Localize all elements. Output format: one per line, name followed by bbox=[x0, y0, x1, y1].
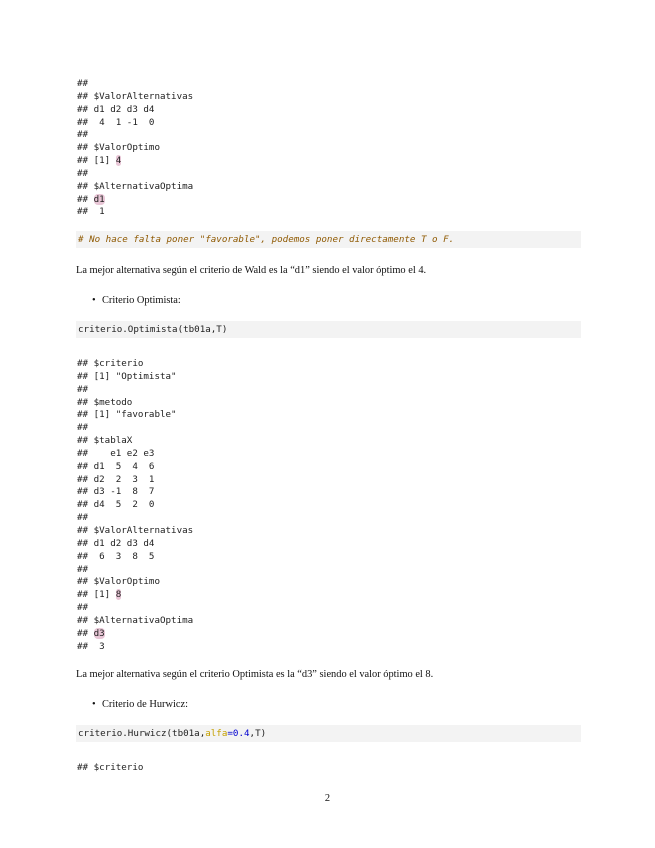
output-line: ## bbox=[77, 602, 89, 614]
code-comment-line: # No hace falta poner "favorable", podemos poner directamente T o F. bbox=[76, 231, 581, 248]
output-line: ## bbox=[77, 383, 89, 395]
output-line: ## [1] "Optimista" bbox=[77, 370, 177, 382]
code-text: criterio.Hurwicz(tb01a, bbox=[78, 728, 206, 739]
output-line: ## bbox=[77, 129, 89, 141]
output-line bbox=[77, 194, 105, 205]
r-output-block bbox=[77, 762, 582, 775]
output-line bbox=[77, 589, 121, 600]
output-prefix: ## bbox=[77, 193, 94, 205]
output-line: ## $ValorAlternativas bbox=[77, 90, 194, 102]
output-line: ## $ValorOptimo bbox=[77, 576, 160, 588]
highlighted-value: d1 bbox=[93, 193, 105, 205]
output-line: ## $ValorOptimo bbox=[77, 142, 160, 154]
r-output-block bbox=[77, 78, 582, 219]
r-output-block bbox=[77, 358, 582, 653]
output-line bbox=[77, 155, 121, 166]
output-line: ## bbox=[77, 512, 89, 524]
highlighted-value: 8 bbox=[115, 589, 122, 601]
code-text: ,T) bbox=[249, 728, 267, 739]
bullet-icon: • bbox=[92, 699, 96, 710]
output-line: ## d1 d2 d3 d4 bbox=[77, 103, 155, 115]
paragraph: La mejor alternativa según el criterio Optimista es la “d3” siendo el valor óptimo el 8. bbox=[76, 669, 434, 680]
output-line: ## bbox=[77, 78, 89, 89]
output-line: ## bbox=[77, 167, 89, 179]
page-number: 2 bbox=[324, 793, 331, 804]
output-line: ## d4 5 2 0 bbox=[77, 499, 155, 511]
output-line: ## $tablaX bbox=[77, 435, 133, 447]
output-prefix: ## [1] bbox=[77, 155, 116, 167]
highlighted-value: d3 bbox=[93, 627, 105, 639]
output-line: ## 3 bbox=[77, 640, 105, 652]
list-item-label: Criterio Optimista: bbox=[102, 295, 181, 306]
output-line bbox=[77, 628, 105, 639]
output-line: ## $AlternativaOptima bbox=[77, 614, 194, 626]
code-chunk bbox=[76, 725, 581, 742]
paragraph: La mejor alternativa según el criterio de Wald es la “d1” siendo el valor óptimo el 4. bbox=[76, 265, 427, 276]
output-line: ## $AlternativaOptima bbox=[77, 180, 194, 192]
output-prefix: ## [1] bbox=[77, 589, 116, 601]
code-operator: = bbox=[227, 728, 233, 739]
highlighted-value: 4 bbox=[115, 155, 122, 167]
bullet-icon: • bbox=[92, 295, 96, 306]
output-line: ## $ValorAlternativas bbox=[77, 524, 194, 536]
output-line: ## e1 e2 e3 bbox=[77, 447, 155, 459]
output-line: ## $criterio bbox=[77, 762, 144, 773]
output-line: ## bbox=[77, 563, 89, 575]
code-chunk: criterio.Optimista(tb01a,T) bbox=[76, 321, 581, 338]
output-line: ## $metodo bbox=[77, 396, 133, 408]
output-line: ## 6 3 8 5 bbox=[77, 550, 155, 562]
code-number: 0.4 bbox=[232, 728, 250, 739]
output-line: ## $criterio bbox=[77, 358, 144, 369]
output-line: ## 4 1 -1 0 bbox=[77, 116, 155, 128]
output-prefix: ## bbox=[77, 627, 94, 639]
output-line: ## d1 d2 d3 d4 bbox=[77, 537, 155, 549]
output-line: ## 1 bbox=[77, 206, 105, 218]
output-line: ## bbox=[77, 422, 89, 434]
output-line: ## d1 5 4 6 bbox=[77, 460, 155, 472]
output-line: ## [1] "favorable" bbox=[77, 409, 177, 421]
output-line: ## d3 -1 8 7 bbox=[77, 486, 155, 498]
output-line: ## d2 2 3 1 bbox=[77, 473, 155, 485]
code-argument-name: alfa bbox=[205, 728, 228, 739]
list-item-label: Criterio de Hurwicz: bbox=[102, 699, 188, 710]
